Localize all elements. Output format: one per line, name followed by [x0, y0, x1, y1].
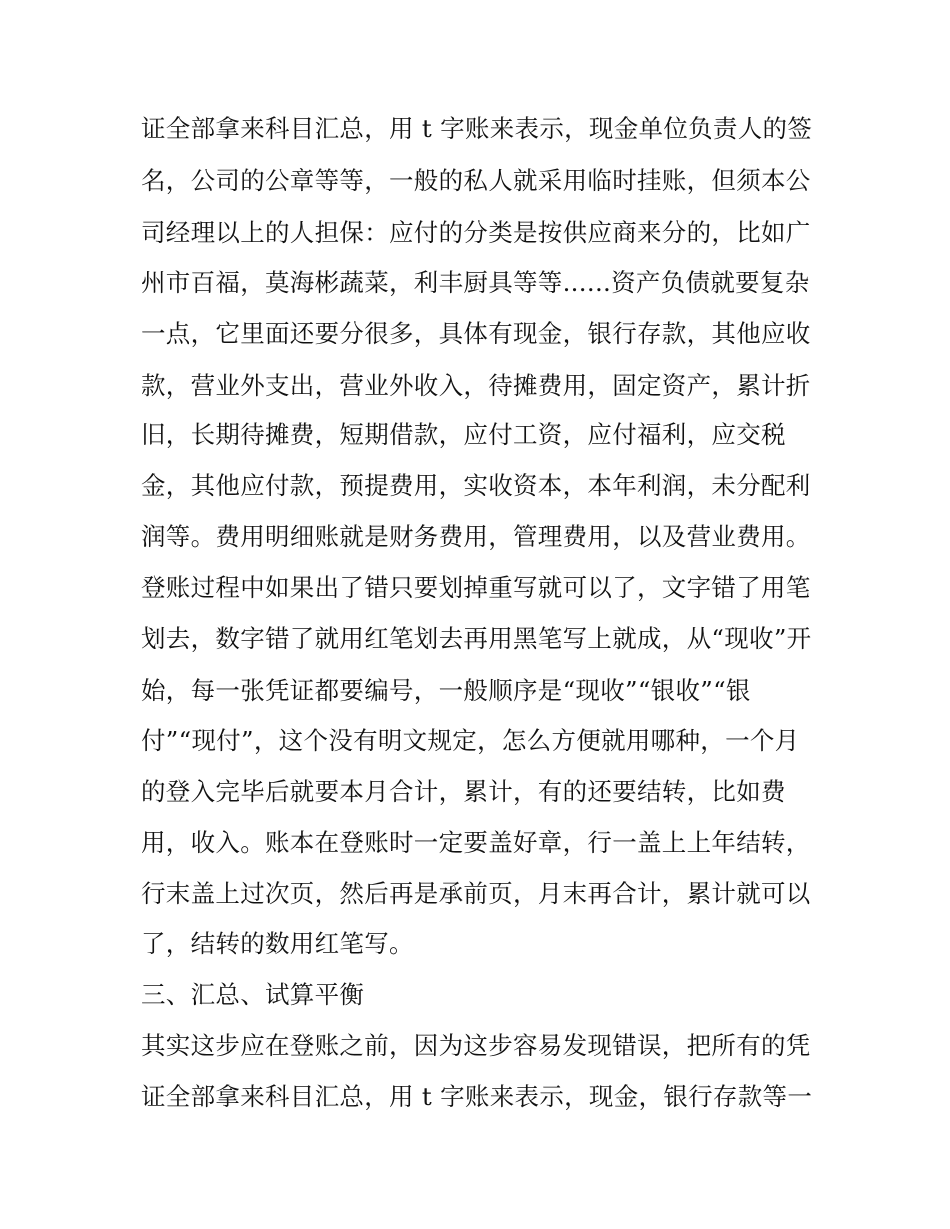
text-line: 的登入完毕后就要本月合计，累计，有的还要结转，比如费 — [141, 777, 786, 806]
text-line: 名，公司的公章等等，一般的私人就采用临时挂账，但须本公 — [141, 166, 811, 195]
text-line: 润等。费用明细账就是财务费用，管理费用，以及营业费用。 — [141, 522, 811, 551]
text-line: 始，每一张凭证都要编号，一般顺序是“现收”“银收”“银 — [141, 676, 751, 705]
text-line: 用，收入。账本在登账时一定要盖好章，行一盖上上年结转， — [141, 828, 811, 857]
text-line: 州市百福，莫海彬蔬菜，利丰厨具等等......资产负债就要复杂 — [141, 268, 810, 297]
text-line: 金，其他应付款，预提费用，实收资本，本年利润，未分配利 — [141, 471, 811, 500]
text-line: 一点，它里面还要分很多，具体有现金，银行存款，其他应收 — [141, 319, 811, 348]
text-line: 登账过程中如果出了错只要划掉重写就可以了，文字错了用笔 — [141, 573, 811, 602]
text-line: 证全部拿来科目汇总，用 t 字账来表示，现金，银行存款等一 — [141, 1082, 813, 1111]
section-heading: 三、汇总、试算平衡 — [141, 980, 365, 1009]
text-line: 付”“现付”，这个没有明文规定，怎么方便就用哪种，一个月 — [141, 726, 800, 755]
text-line: 其实这步应在登账之前，因为这步容易发现错误，把所有的凭 — [141, 1031, 811, 1060]
text-line: 司经理以上的人担保：应付的分类是按供应商来分的，比如广 — [141, 218, 811, 247]
text-line: 划去，数字错了就用红笔划去再用黑笔写上就成，从“现收”开 — [141, 624, 812, 653]
text-line: 旧，长期待摊费，短期借款，应付工资，应付福利，应交税 — [141, 420, 786, 449]
text-line: 款，营业外支出，营业外收入，待摊费用，固定资产，累计折 — [141, 371, 811, 400]
text-line: 证全部拿来科目汇总，用 t 字账来表示，现金单位负责人的签 — [141, 114, 813, 143]
text-line: 了，结转的数用红笔写。 — [141, 929, 414, 958]
text-line: 行末盖上过次页，然后再是承前页，月末再合计，累计就可以 — [141, 879, 811, 908]
